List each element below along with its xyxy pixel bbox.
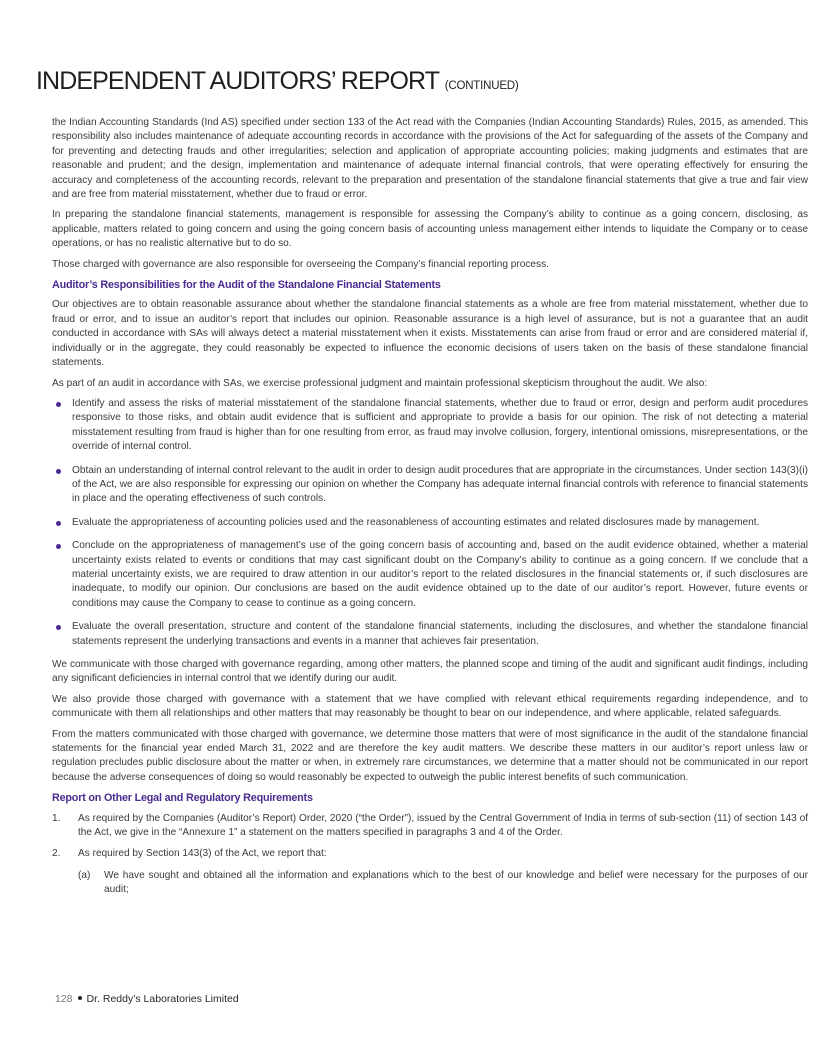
bullet-item [52,620,808,649]
paragraph: the Indian Accounting Standards (Ind AS) specified under section 133 of the Act read with the Companies (Indian Accounting Standards) Rules, 2015, as amended. This responsibility also includes maintenance of adequate accounting records in accordance with the provisions of the Act for safeguarding of the assets of the Company and for preventing and detecting frauds and other irregularities; selection and application of appropriate accounting policies; making judgments and estimates that are reasonable and prudent; and the design, implementation and maintenance of adequate internal financial controls, that were operating effectively for ensuring the accuracy and completeness of the accounting records, relevant to the preparation and presentation of the standalone financial statements that give a true and fair view and are free from material misstatement, whether due to fraud or error. [52,117,808,201]
page-footer [55,993,239,1005]
item-number: 2. [52,848,61,860]
page-title-main: INDEPENDENT AUDITORS’ REPORT [36,67,439,95]
sub-item-label: (a) [78,869,91,881]
bullet-item [52,516,808,530]
section-heading-auditor-responsibilities: Auditor’s Responsibilities for the Audit of the Standalone Financial Statements [52,279,441,292]
item-text: As required by Section 143(3) of the Act, we report that: [78,848,327,860]
bullet-icon [56,521,61,526]
bullet-text: Identify and assess the risks of material misstatement of the standalone financial statements, whether due to fraud or error, design and perform audit procedures responsive to those risks, and obtain audit evidence that is sufficient and appropriate to provide a basis for our opinion. The risk of not detecting a material misstatement resulting from fraud is higher than for one resulting from error, as fraud may involve collusion, forgery, intentional omissions, misrepresentations, or the override of internal control. [72,397,808,453]
bullet-text: Evaluate the overall presentation, structure and content of the standalone financial statements, including the disclosures, and whether the standalone financial statements represent the underlying transactions and events in a manner that achieves fair presentation. [72,621,808,647]
bullet-icon [56,402,61,407]
numbered-item [52,812,808,841]
report-body [52,116,808,905]
bullet-separator-icon [78,996,82,1000]
bullet-icon [56,469,61,474]
company-name: Dr. Reddy’s Laboratories Limited [86,993,239,1005]
bullet-item [52,464,808,507]
item-text: As required by the Companies (Auditor’s Report) Order, 2020 (“the Order”), issued by the Central Government of India in terms of sub-section (11) of section 143 of the Act, we give in the “Annexure 1” a statement on the matters specified in paragraphs 3 and 4 of the Order. [78,812,808,839]
paragraph: From the matters communicated with those charged with governance, we determine those matters that were of most significance in the audit of the standalone financial statements for the financial year ended March 31, 2022 and are therefore the key audit matters. We describe these matters in our auditor’s report unless law or regulation precludes public disclosure about the matter or when, in extremely rare circumstances, we determine that a matter should not be communicated in our report because the adverse consequences of doing so would reasonably be expected to outweigh the public interest benefits of such communication. [52,728,808,783]
paragraph: Our objectives are to obtain reasonable assurance about whether the standalone financial statements as a whole are free from material misstatement, whether due to fraud or error, and to issue an auditor’s report that includes our opinion. Reasonable assurance is a high level of assurance, but is not a guarantee that an audit conducted in accordance with SAs will always detect a material misstatement when it exists. Misstatements can arise from fraud or error and are considered material if, individually or in the aggregate, they could reasonably be expected to influence the economic decisions of users taken on the basis of these standalone financial statements. [52,299,808,369]
bullet-item [52,539,808,611]
bullet-item [52,397,808,455]
paragraph: In preparing the standalone financial statements, management is responsible for assessing the Company’s ability to continue as a going concern, disclosing, as applicable, matters related to going concern and using the going concern basis of accounting unless management either intends to liquidate the Company or to cease operations, or has no realistic alternative but to do so. [52,209,808,250]
paragraph: We also provide those charged with governance with a statement that we have complied with relevant ethical requirements regarding independence, and to communicate with them all relationships and other matters that may reasonably be thought to bear on our independence, and where applicable, related safeguards. [52,693,808,720]
bullet-text: Evaluate the appropriateness of accounting policies used and the reasonableness of accounting estimates and related disclosures made by management. [72,516,760,528]
item-number: 1. [52,812,61,824]
bullet-text: Obtain an understanding of internal control relevant to the audit in order to design audit procedures that are appropriate in the circumstances. Under section 143(3)(i) of the Act, we are also responsible for expressing our opinion on whether the Company has adequate internal financial controls with reference to financial statements in place and the operating effectiveness of such controls. [72,464,808,505]
sub-item [78,869,808,898]
page-number: 128 [55,993,73,1005]
legal-requirements-list [52,812,808,898]
paragraph: As part of an audit in accordance with SAs, we exercise professional judgment and maintain professional skepticism throughout the audit. We also: [52,377,708,389]
numbered-item [52,847,808,897]
sub-item-text: We have sought and obtained all the information and explanations which to the best of our knowledge and belief were necessary for the purposes of our audit; [104,869,808,896]
paragraph: We communicate with those charged with governance regarding, among other matters, the planned scope and timing of the audit and significant audit findings, including any significant deficiencies in internal control that we identify during our audit. [52,659,808,685]
bullet-icon [56,625,61,630]
paragraph: Those charged with governance are also responsible for overseeing the Company’s financial reporting process. [52,258,549,270]
page-title [36,67,519,96]
section-heading-legal-requirements: Report on Other Legal and Regulatory Requirements [52,792,313,805]
responsibility-bullet-list [52,397,808,649]
page-title-suffix: (CONTINUED) [444,80,519,92]
bullet-icon [56,544,61,549]
bullet-text: Conclude on the appropriateness of management’s use of the going concern basis of accounting and, based on the audit evidence obtained, whether a material uncertainty exists related to events or conditions that may cast significant doubt on the Company’s ability to continue as a going concern. If we conclude that a material uncertainty exists, we are required to draw attention in our auditor’s report to the related disclosures in the financial statements or, if such disclosures are inadequate, to modify our opinion. Our conclusions are based on the audit evidence obtained up to the date of our auditor’s report. However, future events or conditions may cause the Company to cease to continue as a going concern. [72,540,808,609]
